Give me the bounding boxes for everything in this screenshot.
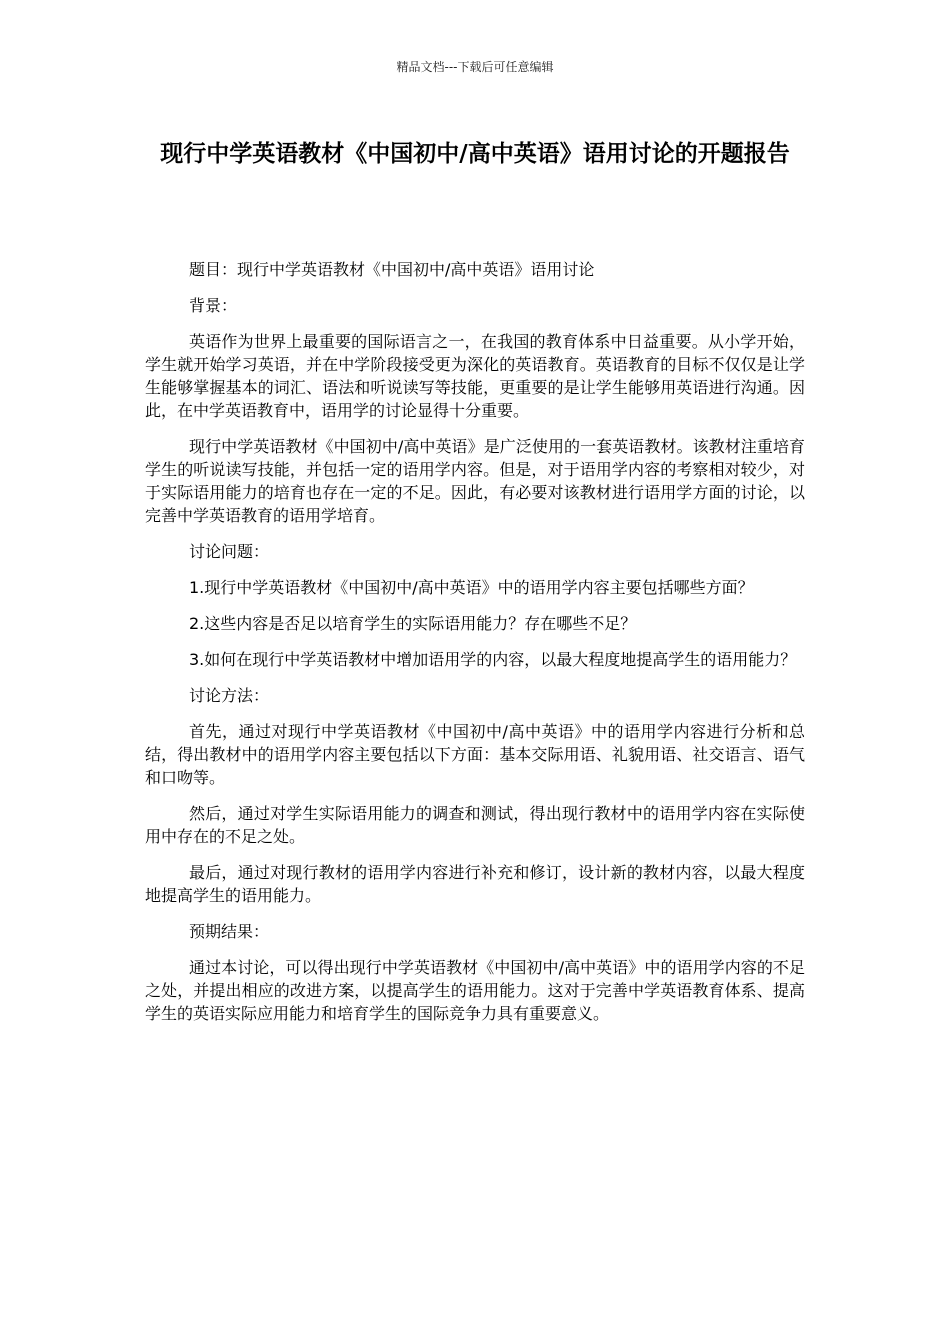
question-3: 3.如何在现行中学英语教材中增加语用学的内容，以最大程度地提高学生的语用能力？: [189, 650, 797, 669]
topic-line: 题目：现行中学英语教材《中国初中/高中英语》语用讨论: [189, 260, 595, 279]
section-heading-results: 预期结果：: [189, 922, 270, 941]
section-heading-methods: 讨论方法：: [189, 686, 270, 705]
background-paragraph-1: 英语作为世界上最重要的国际语言之一，在我国的教育体系中日益重要。从小学开始，学生就开始学习英语，并在中学阶段接受更为深化的英语教育。英语教育的目标不仅仅是让学生能够掌握基本的词汇、语法和听说读写等技能，更重要的是让学生能够用英语进行沟通。因此，在中学英语教育中，语用学的讨论显得十分重要。: [145, 332, 805, 420]
method-paragraph-1: 首先，通过对现行中学英语教材《中国初中/高中英语》中的语用学内容进行分析和总结，得出教材中的语用学内容主要包括以下方面：基本交际用语、礼貌用语、社交语言、语气和口吻等。: [145, 722, 805, 787]
section-heading-questions: 讨论问题：: [189, 542, 270, 561]
question-1: 1.现行中学英语教材《中国初中/高中英语》中的语用学内容主要包括哪些方面？: [189, 578, 754, 597]
header-note: 精品文档---下载后可任意编辑: [396, 60, 554, 74]
document-title: 现行中学英语教材《中国初中/高中英语》语用讨论的开题报告: [160, 141, 790, 167]
question-2: 2.这些内容是否足以培育学生的实际语用能力？存在哪些不足？: [189, 614, 637, 633]
method-paragraph-3: 最后，通过对现行教材的语用学内容进行补充和修订，设计新的教材内容，以最大程度地提高学生的语用能力。: [145, 863, 805, 905]
results-paragraph: 通过本讨论，可以得出现行中学英语教材《中国初中/高中英语》中的语用学内容的不足之处，并提出相应的改进方案，以提高学生的语用能力。这对于完善中学英语教育体系、提高学生的英语实际应用能力和培育学生的国际竞争力具有重要意义。: [145, 958, 805, 1023]
section-heading-background: 背景：: [189, 296, 238, 315]
document-body: [145, 258, 805, 1038]
method-paragraph-2: 然后，通过对学生实际语用能力的调查和测试，得出现行教材中的语用学内容在实际使用中存在的不足之处。: [145, 804, 805, 846]
background-paragraph-2: 现行中学英语教材《中国初中/高中英语》是广泛使用的一套英语教材。该教材注重培育学生的听说读写技能，并包括一定的语用学内容。但是，对于语用学内容的考察相对较少，对于实际语用能力的培育也存在一定的不足。因此，有必要对该教材进行语用学方面的讨论，以完善中学英语教育的语用学培育。: [145, 437, 805, 525]
